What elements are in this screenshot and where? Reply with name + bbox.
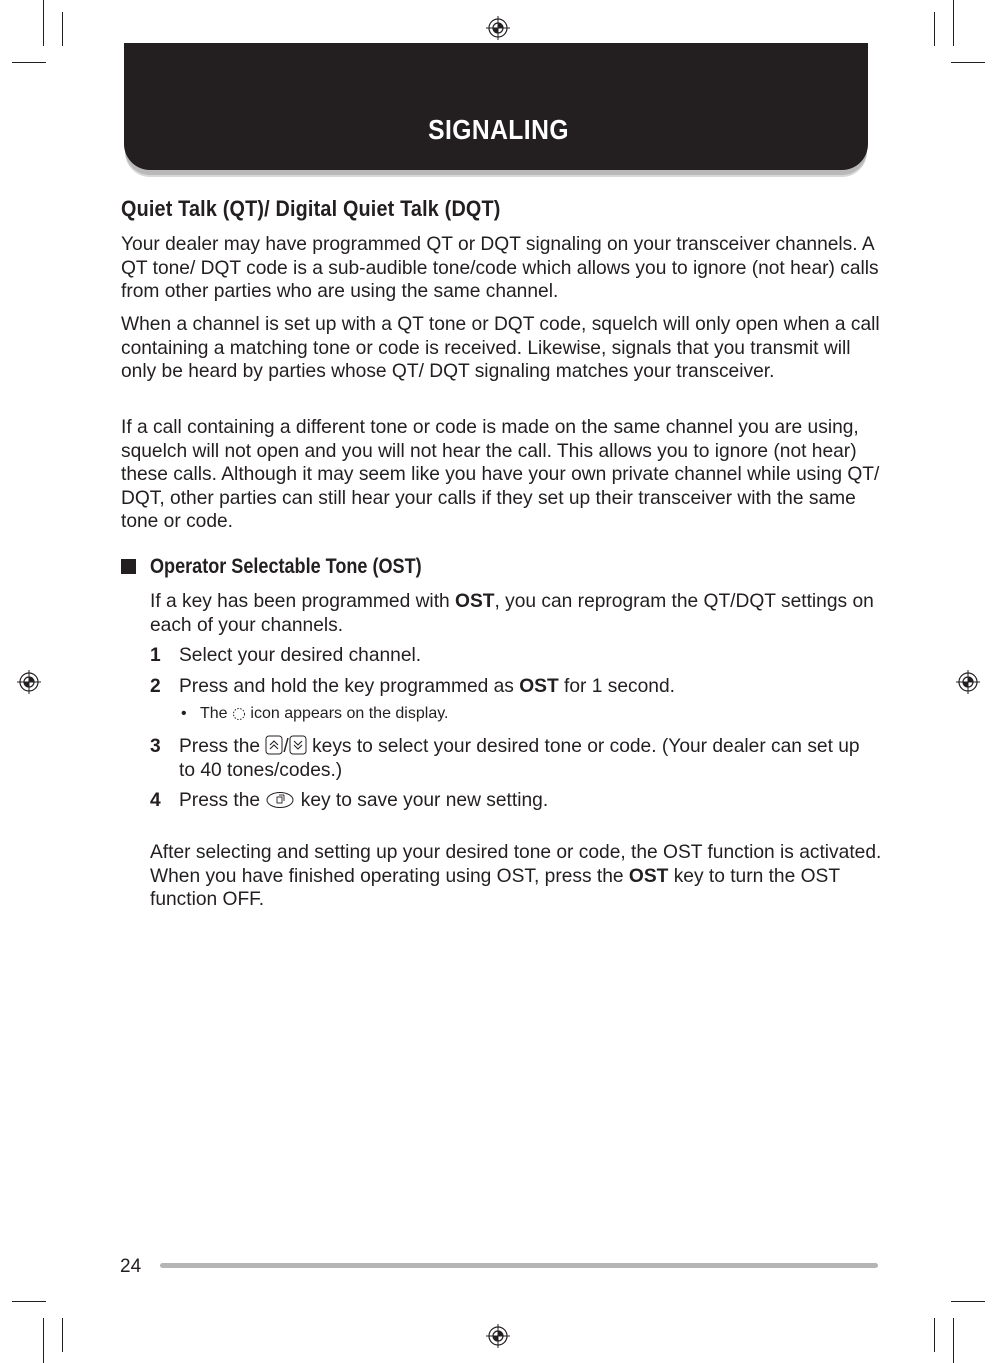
step-number: 1 xyxy=(150,645,161,666)
section-title: Quiet Talk (QT)/ Digital Quiet Talk (DQT) xyxy=(121,196,501,221)
ost-intro-text: If a key has been programmed with xyxy=(150,591,456,612)
step-text xyxy=(179,735,879,782)
closing-text: After selecting and setting up your desired tone or code, the OST function is activated. When you have finished operating using OST, press the xyxy=(150,842,882,887)
step-text-part: Press the xyxy=(179,790,266,811)
registration-mark-icon xyxy=(486,16,510,40)
step-text-part: Press and hold the key programmed as xyxy=(179,676,520,697)
paragraph: If a call containing a different tone or code is made on the same channel you are using, squelch will not open and you will not hear the call. This allows you to ignore (not hear) these calls. Although it may seem like you have your own private channel while using QT/ DQT, other parties can still hear your calls if they set up their transceiver with the same tone or code. xyxy=(121,417,880,532)
note-text: icon appears on the display. xyxy=(245,705,449,722)
paragraph: When a channel is set up with a QT tone or DQT code, squelch will only open when a call containing a matching tone or code is received. Likewise, signals that you transmit will only be heard by parties whose QT/ DQT signaling matches your transceiver. xyxy=(121,314,880,382)
step-number: 4 xyxy=(150,790,161,811)
bullet-mark: • xyxy=(181,705,187,722)
subsection-heading-label: Operator Selectable Tone (OST) xyxy=(150,555,422,578)
chapter-title: SIGNALING xyxy=(428,114,569,145)
step-text-part: / xyxy=(283,736,289,757)
step-number: 3 xyxy=(150,736,161,757)
note-text: The xyxy=(199,705,232,722)
ost-intro-text: , you can reprogram the QT/DQT settings on each of your channels. xyxy=(150,591,874,636)
down-key-icon xyxy=(289,735,307,755)
footer-rule xyxy=(160,1263,878,1268)
step-text: Select your desired channel. xyxy=(179,645,422,666)
step-text xyxy=(179,675,879,699)
chapter-banner xyxy=(124,43,868,170)
subsection-heading xyxy=(121,555,466,579)
up-key-icon xyxy=(265,735,283,755)
square-bullet-icon xyxy=(121,559,136,574)
registration-mark-icon xyxy=(956,670,980,694)
step-note xyxy=(181,704,448,724)
paragraph: Your dealer may have programmed QT or DQT signaling on your transceiver channels. A QT tone/ DQT code is a sub-audible tone/code which allows you to ignore (not hear) calls from other parties who are using the same channel. xyxy=(121,234,879,302)
page-number: 24 xyxy=(120,1256,142,1277)
ost-closing xyxy=(150,841,890,912)
ost-key-name: OST xyxy=(519,676,559,697)
registration-mark-icon xyxy=(486,1324,510,1348)
ost-key-name: OST xyxy=(455,591,495,612)
step-text-part: key to save your new setting. xyxy=(295,790,549,811)
step-text-part: Press the xyxy=(179,736,266,757)
ost-display-icon xyxy=(232,707,246,721)
closing-text: key to turn the OST function OFF. xyxy=(150,865,840,910)
ost-intro xyxy=(150,590,880,637)
menu-key-icon xyxy=(265,791,295,809)
step-text xyxy=(179,789,879,813)
ost-key-name: OST xyxy=(628,865,669,887)
registration-mark-icon xyxy=(17,670,41,694)
step-text-part: keys to select your desired tone or code. (Your dealer can set up to 40 tones/codes.) xyxy=(179,736,860,781)
step-number: 2 xyxy=(150,676,161,697)
step-text-part: for 1 second. xyxy=(558,676,675,697)
